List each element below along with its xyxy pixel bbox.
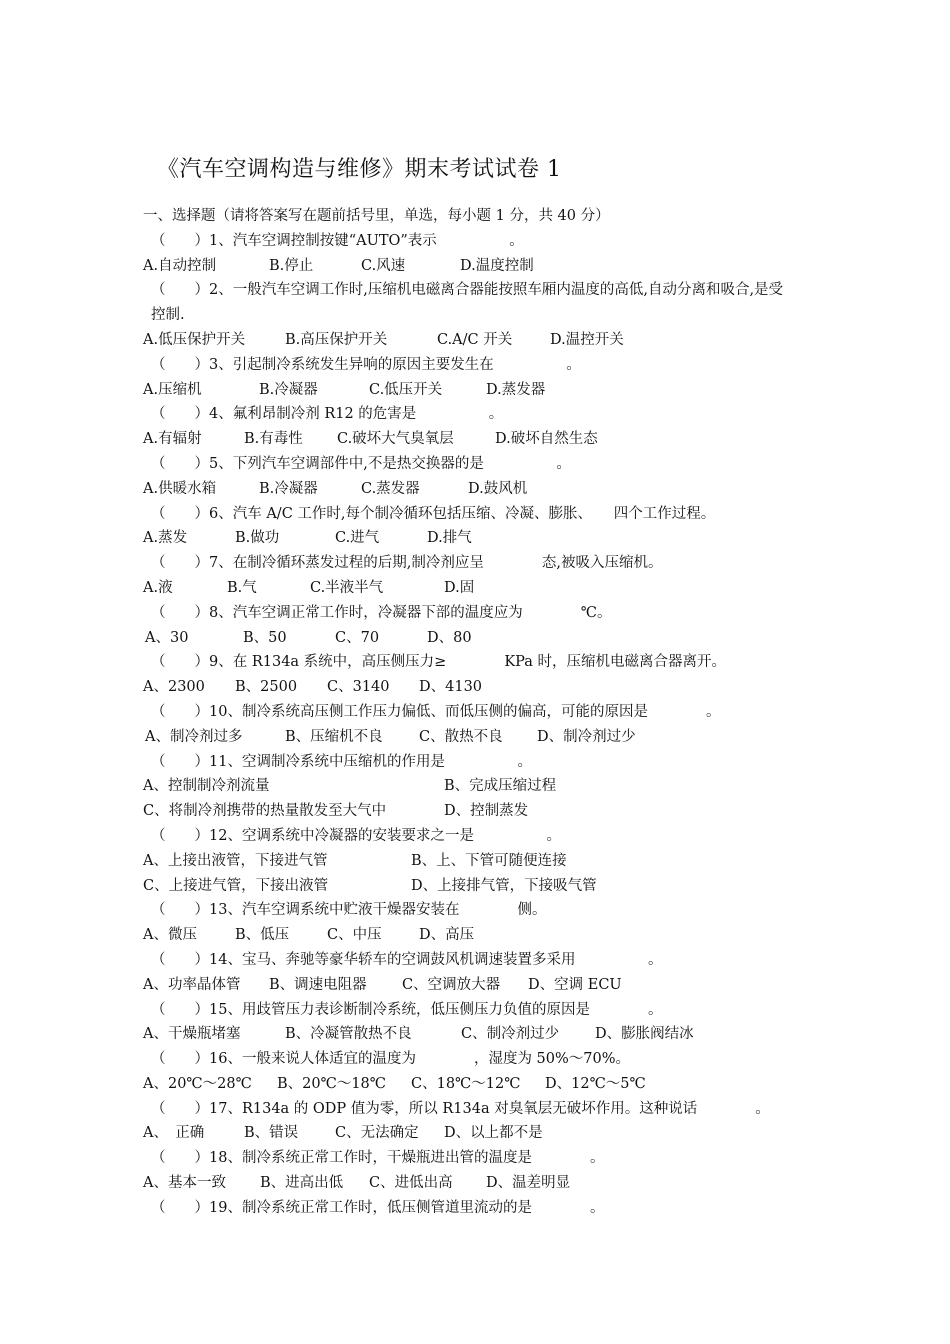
options-10 (143, 725, 843, 750)
option: B、完成压缩过程 (444, 778, 557, 795)
option: D、温差明显 (486, 1175, 571, 1192)
option: C.A/C 开关 (437, 331, 513, 348)
option: D、12℃～5℃ (545, 1075, 646, 1092)
option: C、上接进气管，下接出液管 (143, 877, 329, 894)
question-10: （ ）10、制冷系统高压侧工作压力偏低、而低压侧的偏高，可能的原因是 。 (151, 703, 721, 720)
option: C、散热不良 (419, 728, 503, 745)
exam-title: 《汽车空调构造与维修》期末考试试卷 1 (157, 157, 562, 182)
option: C、中压 (327, 927, 382, 944)
option: A.有辐射 (143, 431, 202, 448)
options-3 (143, 378, 843, 403)
question-3: （ ）3、引起制冷系统发生异响的原因主要发生在 。 (151, 356, 581, 373)
option: B.做功 (235, 530, 280, 547)
option: C.破坏大气臭氧层 (337, 431, 454, 448)
option: D.温度控制 (460, 257, 534, 274)
options-4 (143, 427, 843, 452)
option: D、以上都不是 (444, 1125, 543, 1142)
option: C、3140 (327, 679, 390, 696)
options-11b (143, 799, 843, 824)
question-15: （ ）15、用歧管压力表诊断制冷系统，低压侧压力负值的原因是 。 (151, 1001, 663, 1018)
option: A、制冷剂过多 (145, 728, 243, 745)
option: C、无法确定 (335, 1125, 419, 1142)
option: B、压缩机不良 (285, 728, 383, 745)
option: A.压缩机 (143, 381, 202, 398)
question-18: （ ）18、制冷系统正常工作时，干燥瓶进出管的温度是 。 (151, 1150, 605, 1167)
option: B.气 (227, 579, 257, 596)
option: C、空调放大器 (402, 976, 501, 993)
option: D.温控开关 (550, 331, 624, 348)
question-17: （ ）17、R134a 的 ODP 值为零，所以 R134a 对臭氧层无破坏作用。这种说话 。 (151, 1100, 770, 1117)
option: B.有毒性 (244, 431, 303, 448)
option: D、80 (427, 629, 472, 646)
question-5: （ ）5、下列汽车空调部件中,不是热交换器的是 。 (151, 455, 571, 472)
option: D、膨胀阀结冰 (595, 1026, 694, 1043)
option: A、微压 (143, 927, 197, 944)
options-6 (143, 526, 843, 551)
option: D、空调 ECU (528, 976, 622, 993)
option: D、高压 (419, 927, 475, 944)
option: A.自动控制 (143, 257, 217, 274)
option: A、2300 (143, 679, 205, 696)
option: A、 正确 (143, 1125, 205, 1142)
option: A、30 (145, 629, 189, 646)
option: C.风速 (361, 257, 406, 274)
options-5 (143, 477, 843, 502)
question-list (143, 204, 843, 1221)
option: C、18℃～12℃ (411, 1075, 521, 1092)
option: D、4130 (419, 679, 483, 696)
option: A、基本一致 (143, 1175, 226, 1192)
option: A、功率晶体管 (143, 976, 241, 993)
question-12: （ ）12、空调系统中冷凝器的安装要求之一是 。 (151, 827, 561, 844)
question-9: （ ）9、在 R134a 系统中，高压侧压力≥ KPa 时，压缩机电磁离合器离开。 (151, 654, 727, 671)
option: C.蒸发器 (361, 480, 420, 497)
option: A.蒸发 (143, 530, 188, 547)
option: B、低压 (235, 927, 290, 944)
option: B、20℃～18℃ (277, 1075, 386, 1092)
question-19: （ ）19、制冷系统正常工作时，低压侧管道里流动的是 。 (151, 1199, 605, 1216)
question-1: （ ）1、汽车空调控制按键“AUTO”表示 。 (151, 232, 524, 249)
option: B、错误 (244, 1125, 299, 1142)
options-15 (143, 1022, 843, 1047)
option: D.蒸发器 (486, 381, 546, 398)
question-8: （ ）8、汽车空调正常工作时，冷凝器下部的温度应为 ℃。 (151, 604, 612, 621)
option: A、干燥瓶堵塞 (143, 1026, 241, 1043)
option: D、上接排气管，下接吸气管 (411, 877, 597, 894)
options-7 (143, 576, 843, 601)
options-16 (143, 1072, 843, 1097)
option: D.固 (444, 579, 475, 596)
option: B.冷凝器 (259, 480, 318, 497)
options-1 (143, 254, 843, 279)
options-12b (143, 874, 843, 899)
question-13: （ ）13、汽车空调系统中贮液干燥器安装在 侧。 (151, 902, 547, 919)
options-18 (143, 1171, 843, 1196)
options-17 (143, 1121, 843, 1146)
question-16: （ ）16、一般来说人体适宜的温度为 ，湿度为 50%～70%。 (151, 1051, 631, 1068)
option: B.高压保护开关 (285, 331, 388, 348)
option: D.破坏自然生态 (495, 431, 598, 448)
option: B.停止 (269, 257, 314, 274)
option: C、70 (335, 629, 380, 646)
options-9 (143, 675, 843, 700)
option: C、进低出高 (369, 1175, 453, 1192)
option: B、冷凝管散热不良 (285, 1026, 412, 1043)
options-14 (143, 973, 843, 998)
options-11a (143, 774, 843, 799)
option: D.鼓风机 (468, 480, 528, 497)
option: A.液 (143, 579, 173, 596)
option: C、制冷剂过少 (461, 1026, 560, 1043)
question-11: （ ）11、空调制冷系统中压缩机的作用是 。 (151, 753, 532, 770)
option: B、50 (243, 629, 287, 646)
question-6: （ ）6、汽车 A/C 工作时,每个制冷循环包括压缩、冷凝、膨胀、 四个工作过程。 (151, 505, 716, 522)
option: A、20℃～28℃ (143, 1075, 252, 1092)
options-12a (143, 849, 843, 874)
options-13 (143, 923, 843, 948)
option: B.冷凝器 (259, 381, 318, 398)
question-2: （ ）2、一般汽车空调工作时,压缩机电磁离合器能按照车厢内温度的高低,自动分离和吸合,是受 控制. (151, 282, 842, 324)
question-4: （ ）4、氟利昂制冷剂 R12 的危害是 。 (151, 406, 504, 423)
option: B、上、下管可随便连接 (411, 852, 567, 869)
option: D、控制蒸发 (444, 803, 529, 820)
question-14: （ ）14、宝马、奔驰等豪华轿车的空调鼓风机调速装置多采用 。 (151, 951, 663, 968)
option: A、上接出液管，下接进气管 (143, 852, 328, 869)
option: C、将制冷剂携带的热量散发至大气中 (143, 803, 387, 820)
option: D、制冷剂过少 (537, 728, 636, 745)
option: B、调速电阻器 (269, 976, 367, 993)
option: D.排气 (427, 530, 472, 547)
option: B、进高出低 (260, 1175, 344, 1192)
options-2 (143, 328, 843, 353)
option: C.低压开关 (369, 381, 443, 398)
option: C.半液半气 (310, 579, 384, 596)
question-7: （ ）7、在制冷循环蒸发过程的后期,制冷剂应呈 态,被吸入压缩机。 (151, 555, 663, 572)
options-8 (143, 626, 843, 651)
section-heading: 一、选择题（请将答案写在题前括号里，单选，每小题 1 分，共 40 分） (143, 208, 610, 224)
option: A、控制制冷剂流量 (143, 778, 270, 795)
option: A.低压保护开关 (143, 331, 246, 348)
option: C.进气 (335, 530, 380, 547)
option: A.供暖水箱 (143, 480, 217, 497)
option: B、2500 (235, 679, 298, 696)
